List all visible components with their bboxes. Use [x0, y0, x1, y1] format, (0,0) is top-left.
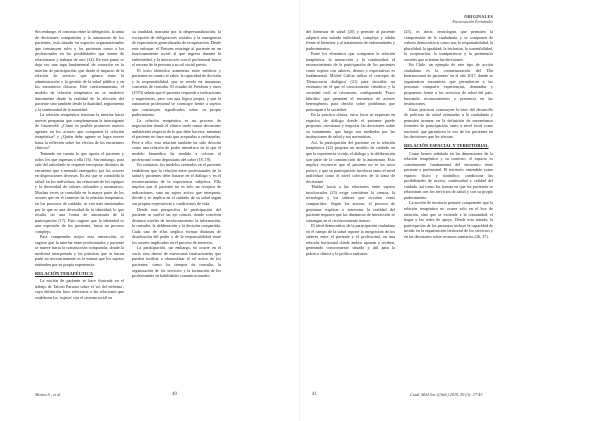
page-number-left: 40: [172, 392, 177, 397]
paragraph: Desde esta perspectiva la participación del paciente se vuelve un eje central, donde conviven distintos niveles de involucramiento: la información, la consulta, la deliberación y la decisión compartida. Cada uno de ellos implica formas distintas de distribución del poder y de la responsabilidad entre los actores implicados en el proceso de atención.: [132, 206, 221, 245]
paragraph: Como hemos señalado en las dimensiones de la relación terapéutica y su contexto, el espacio es constituyente fundamental del encuentro entre paciente y profesional. El territorio, entendido como espacio físico y simbólico, condiciona las posibilidades de acceso, continuidad y calidad del cuidado, así como las formas en que los pacientes se relacionan con los servicios de salud y con su propio padecimiento.: [404, 150, 493, 200]
paragraph: su totalidad, marcada por la despersonalización, la excepción de obligaciones sociales y la emergencia de expectativas generalizadas de recuperación. Desde este enfoque, el Parsons restringe al paciente en un funcionamiento social al que ingresa durante la enfermedad, y la interacción con el profesional busca el retorno de la persona a su rol social previo.: [132, 29, 221, 68]
paragraph: La noción de territorio permite comprender que la relación terapéutica no ocurre solo en el box de atención, sino que se extiende a la comunidad, el hogar y las redes de apoyo. Desde esta mirada, la participación de los pacientes incluye la capacidad de incidir en la organización territorial de los servicios y en las decisiones sobre recursos sanitarios (26, 27).: [404, 200, 493, 239]
page-gutter: [299, 0, 300, 421]
paragraph: La noción de paciente se hace ilustrada en el trabajo de Talcott Parsons sobre el 'rol del enfermo', cuya definición hace referencia a las relaciones que establecen los 'sujetos' con el sistema social en: [35, 278, 124, 300]
paragraph: En la práctica clínica, estos foros se expresan en espacios de diálogo donde el paciente puede proponer, cuestionar y negociar las decisiones sobre su tratamiento, que luego son mediadas por las instituciones de salud y sus normativas.: [306, 112, 395, 140]
paragraph: 'Hablar' hacia a las relaciones entre sujetos involucrados (23) exige considerar la ciencia, la tecnología y los saberes que circulan como compartidos. Según los actores, el proceso de gestionar, explicar o intervenir la realidad del paciente requiere que las dinámicas de interacción se sostengan en el reconocimiento mutuo.: [306, 184, 395, 223]
right-page-column-1: [306, 29, 395, 256]
paragraph: El ideal democrático de la participación ciudadana en el campo de la salud supone la integración de los saberes entre el paciente y el profesional, en una relación horizontal donde ambos aportan y reciben, generando conocimiento situado y útil para la práctica clínica y la política sanitaria.: [306, 223, 395, 256]
running-header-section: ORIGINALES: [464, 14, 493, 19]
left-page-column-2: [132, 29, 221, 279]
paragraph: Para comprender mejor esta interacción, se sugiere que la interfaz entre profesionales y paciente se mueve hacia la construcción compartida, donde la medicina interpretada y las prácticas que se hacen parte no necesariamente es la misma que los sujetos entienden por su propia experiencia.: [35, 234, 124, 267]
section-heading-therapeutic-relationship: RELACIÓN TERAPÉUTICA: [35, 270, 94, 276]
paragraph: Así, la participación del paciente en la relación terapéutica (22) propone un modelo de cuidado en que la experiencia vivida, el diálogo y la deliberación son parte de la construcción de la autonomía. Esto implica reconocer que el paciente no es un actor pasivo, y que su participación involucra tanto el nivel individual como el nivel colectivo de la toma de decisiones.: [306, 139, 395, 184]
page-number-right: 41: [312, 392, 317, 397]
paragraph: (25), es decir, tecnologías que permiten la comprensión de la ciudadanía, y se componen de valores democráticos como son la responsabilidad, la pluralidad, la igualdad, la inclusión, la sostenibilidad, la cooperación, la transparencia y la pertinencia sociales que orientan las decisiones.: [404, 29, 493, 62]
paragraph: El texto identifica asimetrías entre médicos y pacientes en cuanto al saber, la capacidad de decisión y la responsabilidad, que se revela en instancias concretas de consulta. El estudio de Freidson y otros (1970) señala que el paciente responde a indicaciones y sugerencias, pero con una lógica propia, y que la autonomía profesional se construye frente a sujetos que construyen significados sobre su propio padecimiento.: [132, 67, 221, 118]
section-heading-spatial-territorial: RELACIÓN ESPACIAL Y TERRITORIAL: [404, 142, 489, 148]
paragraph: La participación, sin embargo, no ocurre en el vacío sino dentro de estructuras institucionales que pueden facilitar u obstaculizar el rol activo de los pacientes, como los tiempos de consulta, la organización de los servicios y la formación de los profesionales en habilidades comunicacionales.: [132, 245, 221, 279]
paragraph: La relación terapéutica tensiona la interfaz hacia nuevas preguntas que complementan la interrogante de Groenveld: ¿Cómo es posible promover nuevos agentes en los actores que componen la relación terapéutica? y ¿Quién debe agente se logra mover hasta la reflexión sobre los efectos de los encuentros clínicos?: [35, 112, 124, 151]
paragraph: Entre los elementos que componen la relación terapéutica, la interacción y la continuidad, el reconocimiento de la participación de los pacientes como sujetos con saberes, deseos y expectativas es fundamental. Michel Callon utiliza el concepto de 'Democracia dialógica' (21) para describir un escenario en el que el conocimiento científico y la sociedad civil se reconocen, configurando 'Foros híbridos' que permiten el encuentro de actores heterogéneos para decidir sobre problemas que preocupan a la sociedad.: [306, 51, 395, 112]
paragraph: Teniendo en cuenta lo que aporta el paciente y todos los que ingresan a ella (16). Sin embargo, para sale del articulado se requiere incorporar distintos de encuentro que a menudo entregados por los actores en disposiciones diversas. Es así que se consolida la salud, en los individuos, las relaciones de los equipos y la diversidad de valores culturales y normativos. Muchas veces se consolida en la mayor parte de los actores que en el contexto de la relación terapéutica, en los procesos de cuidado, se ven más tensionados por lo que es una diversidad de la identidad, lo que resulta ser una forma de autonomía de la participación (17). Esto sugiere que la identidad es una expresión de los pacientes, hacia un proceso complejo.: [35, 151, 124, 234]
paragraph: En contraste, los modelos centrados en el paciente establecen que la relación entre profesionales de la salud y pacientes debe basarse en el diálogo y en el reconocimiento de la experiencia subjetiva. Ello implica que el paciente no es solo un receptor de indicaciones, sino un sujeto activo que interpreta, decide y se implica en el cuidado de su salud según sus propias expectativas y condiciones de vida.: [132, 162, 221, 206]
footer-citation: Cuad. Méd Soc (Chile) 2019, 59 (3): 37-43: [410, 392, 483, 397]
paragraph: En Chile, un ejemplo de este tipo de acción ciudadana es la conmemoración del 'Día Internacional de pacientes' en el año 2017, donde se organizaron encuentros que permitieron a las personas compartir experiencias, demandas y propuestas frente a los servicios de salud del país, buscando reconocimiento y presencia en las instituciones.: [404, 62, 493, 107]
left-page-column-1: [35, 29, 124, 300]
paragraph: del bienestar de salud (20) y permite al paciente adquirir una mirada individual, compleja y adulta frente al bienestar y al tratamiento de enfermedades y padecimientos.: [306, 29, 395, 51]
running-header-author: Encarnación Fernández: [452, 19, 493, 24]
paragraph: La relación terapéutica es un proceso de negociación donde el clínico suele tomar decisiones unilaterales respecto de lo que debe hacerse, mientras el paciente no hace más que aceptarlas o rechazarlas. Pese a ello, esta relación también ha sido descrita como una relación de poder asimétrica en la que el modelo biomédico ha tendido a colocar al profesional como depositario del saber (18, 19).: [132, 117, 221, 162]
right-page-column-2: [404, 29, 493, 239]
footer-author: Mattos S., et al.: [35, 392, 62, 397]
paragraph: Estas prácticas construyen la base del desarrollo de políticas de salud orientadas a la ciudadanía y permiten avanzar en la definición de mecanismos formales de participación, tanto a nivel local como nacional, que garanticen la voz de los pacientes en las decisiones que les afectan.: [404, 106, 493, 140]
paragraph: Sin embargo, el continuo entre la delegación, la toma de decisiones compartidas y la autonomía de los pacientes, está situado en espacios organizacionales que construyen roles y los pacientes como a los profesionales en las posibilidades que tienen de relacionarse y trabajar de otro (14). En este punto se deja ver una tapa fundamental de conexión en la interfaz de participación, que desde el impacto de la relación de servicio que genera entre la administración y la gestión de la salud pública y en los encuentros clínicos. Este cuestionamiento, el modelo de relación terapéutica no se establece únicamente desde la realidad de la afección del paciente sino también desde la dualidad, seguimiento y la continuidad de la autoridad.: [35, 29, 124, 112]
